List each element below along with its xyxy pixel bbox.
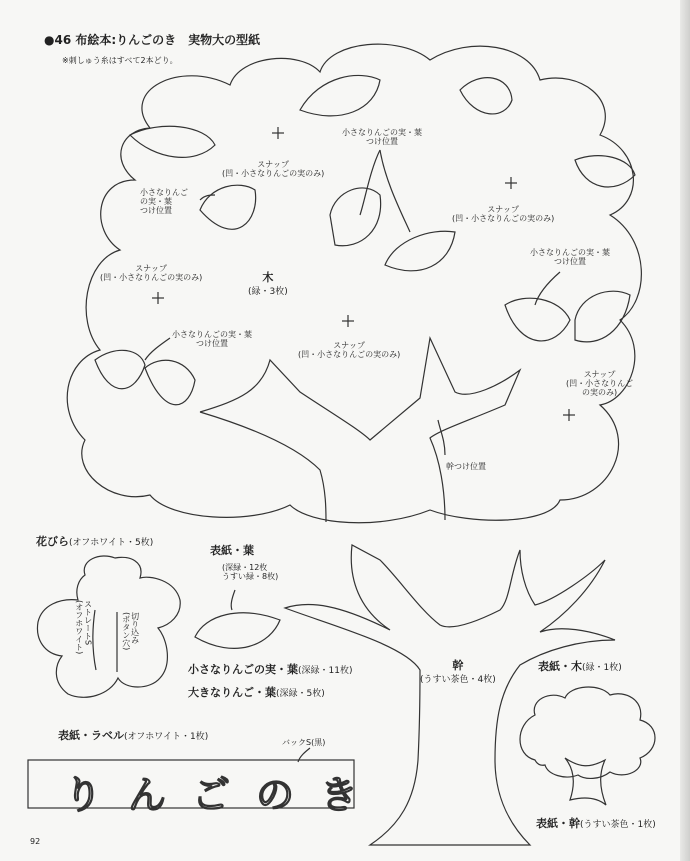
snap-label-4-sub: (凹・小さなりんごの実のみ) xyxy=(298,350,401,360)
attach-pos-top-line1: 小さなりんごの実・葉 xyxy=(342,128,422,137)
cover-tree-title: 表紙・木 xyxy=(538,660,582,673)
petal-shape xyxy=(37,556,180,697)
petal-cut xyxy=(121,612,139,650)
attach-pos-right xyxy=(530,248,610,266)
cover-tree-label xyxy=(538,661,622,674)
canopy-leaf xyxy=(330,188,381,246)
cover-trunk-label xyxy=(536,818,656,831)
attach-pos-left-line1: 小さなりんご xyxy=(140,188,188,197)
attach-pos-bottom-line2: つけ位置 xyxy=(196,339,228,349)
trunk-attach-line-left xyxy=(200,412,326,522)
attach-pos-bottom xyxy=(172,330,252,348)
attach-pos-right-line2: つけ位置 xyxy=(554,257,586,267)
snap-mark xyxy=(342,315,354,327)
canopy-leaf xyxy=(200,185,256,229)
cover-leaf-shape xyxy=(195,613,280,649)
large-apple-leaf-sub: (深緑・5枚) xyxy=(276,689,325,699)
canopy-leaf xyxy=(300,75,380,115)
snap-label-1-title: スナップ xyxy=(257,160,289,169)
cover-trunk-title: 表紙・幹 xyxy=(536,817,580,830)
snap-mark xyxy=(272,127,284,139)
trunk-attach-label: 幹つけ位置 xyxy=(446,462,486,471)
cover-label-title: 表紙・ラベル xyxy=(58,729,124,742)
cover-label-word: りんごのき xyxy=(64,773,385,817)
leader-line xyxy=(360,150,380,215)
petal-sub: (オフホワイト・5枚) xyxy=(69,538,154,548)
canopy-leaf xyxy=(385,231,455,271)
petal-straight-sub: (オフホワイト) xyxy=(74,600,84,655)
leader-line xyxy=(145,338,170,360)
attach-pos-left-line2: の実・葉 xyxy=(140,197,172,207)
snap-label-2-title: スナップ xyxy=(487,205,519,214)
trunk-title: 幹 xyxy=(452,659,464,672)
page-number: 92 xyxy=(30,837,41,846)
snap-label-5 xyxy=(566,370,633,398)
cover-tree-shape xyxy=(520,687,655,778)
canopy-leaf xyxy=(575,156,635,187)
attach-pos-left-line3: つけ位置 xyxy=(140,206,172,216)
backstitch-label: バックS(黒) xyxy=(282,738,326,747)
cover-leaf-counts xyxy=(222,563,278,581)
page-title: ●46 布絵本:りんごのき 実物大の型紙 xyxy=(44,33,261,47)
attach-pos-left xyxy=(140,188,188,216)
attach-pos-right-line1: 小さなりんごの実・葉 xyxy=(530,248,610,257)
snap-label-5-line2: の実のみ) xyxy=(582,388,618,398)
attach-pos-top-line2: つけ位置 xyxy=(366,137,398,147)
tree-name-sub: (緑・3枚) xyxy=(248,286,288,297)
stitch-note: ※刺しゅう糸はすべて2本どり。 xyxy=(62,56,178,65)
cover-trunk-sub: (うすい茶色・1枚) xyxy=(580,820,656,830)
canopy-leaf xyxy=(460,78,512,114)
snap-mark xyxy=(152,292,164,304)
snap-label-1-sub: (凹・小さなりんごの実のみ) xyxy=(222,169,325,179)
snap-label-5-line1: (凹・小さなりんご xyxy=(566,379,634,389)
cover-tree-sub: (緑・1枚) xyxy=(582,663,622,673)
tree-canopy-outline xyxy=(67,44,641,523)
petal-cut-sub: (ボタン穴) xyxy=(121,612,131,651)
leader-line xyxy=(380,150,410,232)
petal-title: 花びら xyxy=(36,535,69,548)
large-apple-leaf-title: 大きなりんご・葉 xyxy=(188,686,276,699)
petal-label xyxy=(36,536,153,549)
snap-label-5-title: スナップ xyxy=(583,370,616,379)
snap-label-3-title: スナップ xyxy=(135,264,167,273)
snap-mark xyxy=(505,177,517,189)
small-apple-leaf-title: 小さなりんごの実・葉 xyxy=(188,663,298,676)
canopy-leaf xyxy=(130,126,215,157)
petal-stitch-line xyxy=(93,610,96,670)
trunk-sub: (うすい茶色・4枚) xyxy=(420,674,496,685)
petal-cut-title: 切り込み xyxy=(130,612,140,644)
cover-leaf-title: 表紙・葉 xyxy=(210,544,254,557)
canopy-leaf xyxy=(95,350,145,388)
cover-leaf-leader xyxy=(231,590,235,610)
large-apple-leaf-label xyxy=(188,687,325,700)
snap-label-2 xyxy=(452,205,554,223)
snap-label-3 xyxy=(100,264,202,282)
cover-label-caption xyxy=(58,730,208,743)
leader-line xyxy=(535,272,560,305)
cover-leaf-line2: うすい緑・8枚) xyxy=(222,572,279,582)
canopy-leaf xyxy=(505,298,570,341)
attach-pos-bottom-line1: 小さなりんごの実・葉 xyxy=(172,330,252,339)
snap-label-2-sub: (凹・小さなりんごの実のみ) xyxy=(452,214,555,224)
snap-label-1 xyxy=(222,160,324,178)
attach-pos-top xyxy=(342,128,422,146)
snap-label-3-sub: (凹・小さなりんごの実のみ) xyxy=(100,273,203,283)
small-apple-leaf-sub: (深緑・11枚) xyxy=(298,666,353,676)
snap-label-4 xyxy=(298,341,400,359)
cover-leaf-line1: (深緑・12枚 xyxy=(222,563,268,572)
small-apple-leaf-label xyxy=(188,664,352,677)
canopy-leaf xyxy=(145,360,195,404)
cover-label-sub: (オフホワイト・1枚) xyxy=(124,732,209,742)
page-edge-shadow xyxy=(680,0,690,861)
leader-line xyxy=(438,420,445,455)
tree-name xyxy=(248,272,288,297)
snap-mark xyxy=(563,409,575,421)
trunk-label xyxy=(420,660,496,685)
canopy-leaf xyxy=(575,291,630,342)
petal-straight-stitch xyxy=(74,600,92,654)
cover-trunk-shape xyxy=(565,758,606,805)
tree-name-text: 木 xyxy=(262,271,274,284)
snap-label-4-title: スナップ xyxy=(333,341,365,350)
petal-straight-title: ストレートS xyxy=(83,600,93,646)
